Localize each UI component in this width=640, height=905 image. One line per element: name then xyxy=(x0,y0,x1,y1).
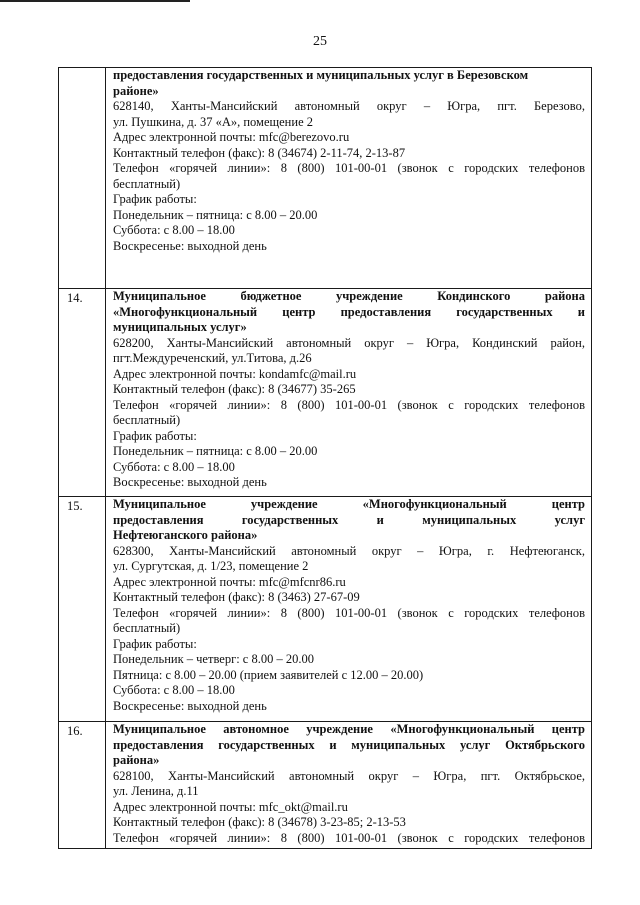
entry-title-line: района» xyxy=(113,753,160,767)
scan-edge-line xyxy=(0,0,190,2)
entry-schedule-line: Воскресенье: выходной день xyxy=(113,238,267,253)
entry-hotline-line: бесплатный) xyxy=(113,176,181,191)
entry-title-line: районе» xyxy=(113,83,159,98)
entry-address-line: 628300, Ханты-Мансийский автономный округ – Югра, г. Нефтеюганск, xyxy=(113,543,585,558)
entry-body xyxy=(106,68,592,289)
entry-schedule-label: График работы: xyxy=(113,636,197,651)
entry-schedule-line: Понедельник – четверг: с 8.00 – 20.00 xyxy=(113,652,314,666)
entry-title-line: предоставления государственных и муниципальных услуг Октябрьского xyxy=(113,737,585,752)
entry-number: 15. xyxy=(59,497,106,722)
entry-address-line: 628140, Ханты-Мансийский автономный округ – Югра, пгт. Березово, xyxy=(113,99,585,113)
page-number: 25 xyxy=(313,34,327,49)
entry-schedule-label: График работы: xyxy=(113,428,197,443)
entry-title-line: предоставления государственных и муниципальных услуг в Березовском xyxy=(113,68,529,82)
entry-phone: Контактный телефон (факс): 8 (3463) 27-67-09 xyxy=(113,590,360,604)
entry-email: Адрес электронной почты: mfc@mfcnr86.ru xyxy=(113,574,346,589)
entry-title-line: Нефтеюганского района» xyxy=(113,528,258,542)
entry-phone: Контактный телефон (факс): 8 (34674) 2-11-74, 2-13-87 xyxy=(113,145,406,160)
entry-schedule-line: Суббота: с 8.00 – 18.00 xyxy=(113,683,235,697)
entry-schedule-line: Суббота: с 8.00 – 18.00 xyxy=(113,223,235,237)
entry-title-line: Муниципальное автономное учреждение «Многофункциональный центр xyxy=(113,722,585,736)
entry-email: Адрес электронной почты: mfc_okt@mail.ru xyxy=(113,799,348,814)
entry-schedule-line: Понедельник – пятница: с 8.00 – 20.00 xyxy=(113,207,318,222)
table-row xyxy=(59,497,592,722)
entry-title-line: Муниципальное бюджетное учреждение Кондинского района xyxy=(113,289,585,303)
entry-address-line: пгт.Междуреченский, ул.Титова, д.26 xyxy=(113,351,312,365)
entry-hotline-line: Телефон «горячей линии»: 8 (800) 101-00-01 (звонок с городских телефонов xyxy=(113,397,585,412)
entry-hotline-line: бесплатный) xyxy=(113,621,181,635)
entry-body xyxy=(106,722,592,849)
entry-address-line: 628100, Ханты-Мансийский автономный округ – Югра, пгт. Октябрьское, xyxy=(113,768,585,783)
entry-body xyxy=(106,497,592,722)
entry-title-line: «Многофункциональный центр предоставления государственных и xyxy=(113,304,585,319)
entry-address-line: ул. Ленина, д.11 xyxy=(113,784,199,798)
entry-address-line: ул. Пушкина, д. 37 «А», помещение 2 xyxy=(113,114,313,129)
entry-number xyxy=(59,68,106,289)
entry-schedule-line: Суббота: с 8.00 – 18.00 xyxy=(113,459,235,474)
entry-number: 14. xyxy=(59,289,106,497)
entry-email: Адрес электронной почты: kondamfc@mail.ru xyxy=(113,366,357,381)
entry-phone: Контактный телефон (факс): 8 (34677) 35-265 xyxy=(113,382,356,396)
entry-email: Адрес электронной почты: mfc@berezovo.ru xyxy=(113,130,350,144)
table-row xyxy=(59,68,592,289)
entry-schedule-label: График работы: xyxy=(113,192,197,206)
entry-hotline-line: Телефон «горячей линии»: 8 (800) 101-00-01 (звонок с городских телефонов xyxy=(113,161,585,175)
entry-address-line: ул. Сургутская, д. 1/23, помещение 2 xyxy=(113,559,309,573)
entry-number: 16. xyxy=(59,722,106,849)
mfc-table xyxy=(58,67,592,849)
entry-title-line: муниципальных услуг» xyxy=(113,320,247,334)
entry-hotline-line: бесплатный) xyxy=(113,413,181,427)
entry-schedule-line: Воскресенье: выходной день xyxy=(113,475,267,489)
table-row xyxy=(59,289,592,497)
entry-phone: Контактный телефон (факс): 8 (34678) 3-23-85; 2-13-53 xyxy=(113,815,406,829)
entry-hotline-line: Телефон «горячей линии»: 8 (800) 101-00-01 (звонок с городских телефонов xyxy=(113,830,585,845)
entry-hotline-line: Телефон «горячей линии»: 8 (800) 101-00-01 (звонок с городских телефонов xyxy=(113,605,585,620)
entry-title-line: предоставления государственных и муниципальных услуг xyxy=(113,512,585,527)
entry-schedule-line: Воскресенье: выходной день xyxy=(113,698,267,713)
entry-address-line: 628200, Ханты-Мансийский автономный округ – Югра, Кондинский район, xyxy=(113,335,585,350)
table-row xyxy=(59,722,592,849)
entry-body xyxy=(106,289,592,497)
entry-schedule-line: Пятница: с 8.00 – 20.00 (прием заявителей с 12.00 – 20.00) xyxy=(113,667,424,682)
entry-title-line: Муниципальное учреждение «Многофункциональный центр xyxy=(113,497,585,511)
entry-schedule-line: Понедельник – пятница: с 8.00 – 20.00 xyxy=(113,444,318,458)
